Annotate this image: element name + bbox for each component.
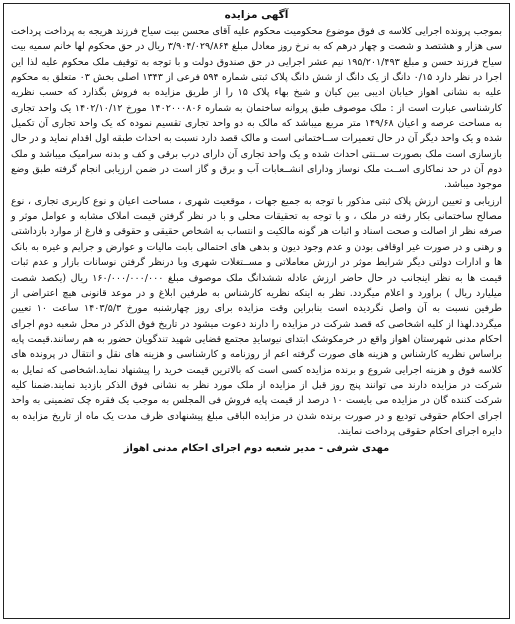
auction-notice [3,3,510,619]
notice-title: آگهی مزایده [224,9,289,21]
notice-signature: مهدی شرفی - مدیر شعبه دوم اجرای احکام مدنی اهواز [123,443,390,455]
notice-paragraph-valuation: ارزیابی و تعیین ارزش پلاک ثبتی مذکور با توجه به جمیع جهات ، موقعیت شهری ، مساحت اعیان و نوع کاربری تجاری ، نوع مصالح ساختمانی بکار رفته در ملک ، و با توجه به تحقیقات محلی و با در نظر گرفتن قیمت املاک مشابه و عوامل موثر و صرفه نظر از اصالت و صحت اسناد و اثبات هر گونه مالکیت و انتساب به اشخاص حقیقی و حقوقی و فارغ از موارد بازداشتی و رهنی و در صورت غیر اوقافی بودن و عدم وجود دیون و بدهی های احتمالی بابت مالیات و عوارض و جرایم و غیره به بانک ها و ادارات دولتی دیگر شرایط موثر در ارزش معاملاتی و مســتغلات شهری وبا درنظر گرفتن نوسانات بازار و عدم ثبات قیمت ها به نظر اینجانب در حال حاضر ارزش عادله ششدانگ ملک موصوف مبلغ ۱۶۰/۰۰۰/۰۰۰/۰۰۰ ریال (یکصد شصت میلیارد ریال ) براورد و اعلام میگردد. نظر به اینکه نظریه کارشناس به طرفین ابلاغ و در موعد قانونی هیچ اعتراضی از طرفین نسبت به آن واصل نگردیده است بنابراین وقت مزایده برای روز چهارشنبه مورخ ۱۴۰۳/۵/۳ ساعت ۱۰ تعیین میگردد.لهذا از کلیه اشخاصی که قصد شرکت در مزایده را دارند دعوت میشود در تاریخ فوق الذکر در محل شعبه دوم اجرای احکام مدنی شهرستان اهواز واقع در خرمکوشک ابتدای نیوسایدِ مجتمع قضایی شهید تندگویان حضور به هم رسانند.قیمت پایه براساس نظریه کارشناس و هزینه های صورت گرفته اعم از روزنامه و کارشناسی و هزینه های نقل و انتقال در پرونده های کلاسه فوق و هزینه اجرایی شروع و برنده مزایده کسی است که بالاترین قیمت خرید را پیشنهاد نماید.اشخاصی که تمایل به شرکت در مزایده دارند می توانند پنج روز قبل از مزایده از ملک مورد نظر به نشانی فوق الذکر بازدید نمایند.ضمنا کلیه شرکت کننده گان در مزایده می بایست ۱۰ درصد از قیمت پایه فروش فی المجلس به موجب یک فقره چک تضمینی به واحد اجرای احکام حقوقی تودیع و در صورت برنده شدن در مزایده الباقی مبلغ پیشنهادی ظرف مدت یک ماه از تاریخ مزایده به دایره اجرای احکام حقوقی پرداخت نمایند. [11,195,502,437]
notice-paragraph-property: بموجب پرونده اجرایی کلاسه ی فوق موضوع محکومیت محکوم علیه آقای محسن بیت سیاح فرزند هریجه به پرداخت پرداخت سی هزار و هشتصد و شصت و چهار درهم که به نرخ روز معادل مبلغ ۳/۹۰۴/۰۲۹/۸۶۴ ریال در حق محکوم لها خانم سمیه بیت سیاح فرزند حسن و مبلغ ۱۹۵/۲۰۱/۴۹۳ نیم عشر اجرایی در حق صندوق دولت و با توجه به توقیف ملک محکوم علیه لذا این اجرا در نظر دارد ۰/۱۵ دانگ از یک دانگ از شش دانگ پلاک ثبتی شماره ۵۹۴ فرعی از ۱۳۴۳ اصلی بخش ۰۳ متعلق به محکوم علیه به نشانی اهواز خیابان ادیبی بین کیان و شیخ بهاء پلاک ۱۵ را از طریق مزایده به فروش بگذارد که حسب نظریه کارشناسی عبارت است از : ملک موصوف طبق پروانه ساختمان به شماره ۱۴۰۲۰۰۰۸۰۶ مورخ ۱۴۰۲/۱۰/۱۲ یک واحد تجاری به مساحت عرصه و اعیان ۱۴۹/۶۸ متر مربع میباشد که مالک به دو واحد تجاری تقسیم نموده که یک واحد تجاری آن تکمیل شده و یک واحد دیگر آن در حال تعمیرات ســاختمانی است و مالک قصد دارد نسبت به احداث طبقه اول اقدام نماید و در حال بازسازی است ملک بصورت ســنتی احداث شده و یک واحد تجاری آن دارای درب برقی و کف و بدنه سرامیک میباشد و ملک دوم آن در حد نماکاری اســت ملک نوساز ودارای انشــعابات آب و برق و گاز است در ضمن ارزیابی انجام گرفته طبق وضع موجود میباشد. [11,26,503,191]
